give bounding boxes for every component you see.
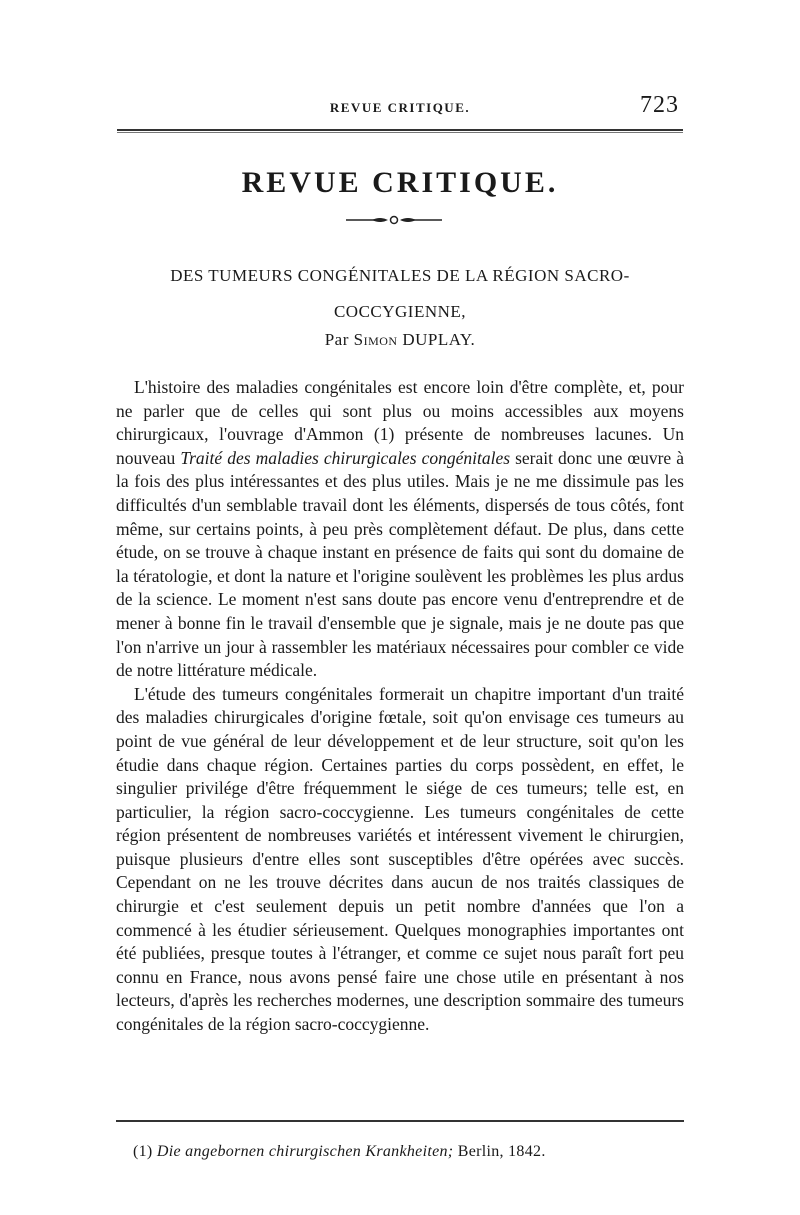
footnote-rule — [116, 1120, 684, 1122]
article-body — [116, 376, 684, 1037]
author-first-name: Simon — [353, 330, 398, 349]
article-title: DES TUMEURS CONGÉNITALES DE LA RÉGION SACRO-COCCYGIENNE, — [170, 266, 630, 321]
footnote-marker: (1) — [133, 1143, 153, 1160]
page-number: 723 — [640, 92, 679, 118]
byline — [0, 330, 800, 350]
byline-prefix: Par — [324, 330, 349, 349]
paragraph: L'étude des tumeurs congénitales formerait un chapitre important d'un traité des maladies chirurgicales d'origine fœtale, soit qu'on envisage ces tumeurs au point de vue général de leur développement et de leur structure, soit qu'on les étudie dans chaque région. Certaines parties du corps possèdent, en effet, le singulier privilége d'être fréquemment le siége de ces tumeurs; telle est, en particulier, la région sacro-coccygienne. Les tumeurs congénitales de cette région présentent de nombreuses variétés et intéressent vivement le chirurgien, puisque plusieurs d'entre elles sont susceptibles d'être opérées avec succès. Cependant on ne les trouve décrites dans aucun de nos traités classiques de chirurgie et c'est seulement depuis un petit nombre d'années que l'on a commencé à les étudier sérieusement. Quelques monographies importantes ont été publiées, presque toutes à l'étranger, et comme ce sujet nous paraît fort peu connu en France, nous avons pensé faire une chose utile en présentant à nos lecteurs, d'après les recherches modernes, une description sommaire des tumeurs congénitales de la région sacro-coccygienne. — [116, 683, 684, 1035]
paragraph — [116, 376, 684, 683]
paragraph-text: L'histoire des maladies congénitales est encore loin d'être complète, et, pour ne parler que de celles qui sont plus ou moins accessibles aux moyens chirurgicaux, l'ouvrage d'Ammon (1) présente de nombreuses lacunes. Un nouveau — [116, 377, 684, 468]
running-head: REVUE CRITIQUE. — [329, 100, 471, 115]
ornament-divider-icon — [344, 209, 444, 231]
footnote — [133, 1143, 693, 1161]
paragraph-text: serait donc une œuvre à la fois des plus intéressantes et des plus utiles. Mais je ne me dissimule pas les difficultés d'un semblable travail dont les éléments, dispersés de tous côtés, font même, sur certains points, à peu près complètement défaut. De plus, dans cette étude, on se trouve à chaque instant en présence de faits qui sont du domaine de la tératologie, et dont la nature et l'origine soulèvent les problèmes les plus ardus de la science. Le moment n'est sans doute pas encore venu d'entreprendre et de mener à bonne fin le travail d'ensemble que je signale, mais je ne doute pas que l'on n'arrive un jour à rassembler les matériaux nécessaires pour combler ce vide de notre littérature médicale. — [116, 447, 684, 681]
italic-book-title: Traité des maladies chirurgicales congénitales — [180, 447, 511, 468]
section-title: REVUE CRITIQUE. — [241, 166, 559, 199]
author-last-name: DUPLAY. — [402, 330, 476, 349]
footnote-book-title: Die angebornen chirurgischen Krankheiten; — [156, 1143, 454, 1160]
footnote-rest: Berlin, 1842. — [453, 1143, 546, 1160]
header-rule — [117, 129, 683, 133]
